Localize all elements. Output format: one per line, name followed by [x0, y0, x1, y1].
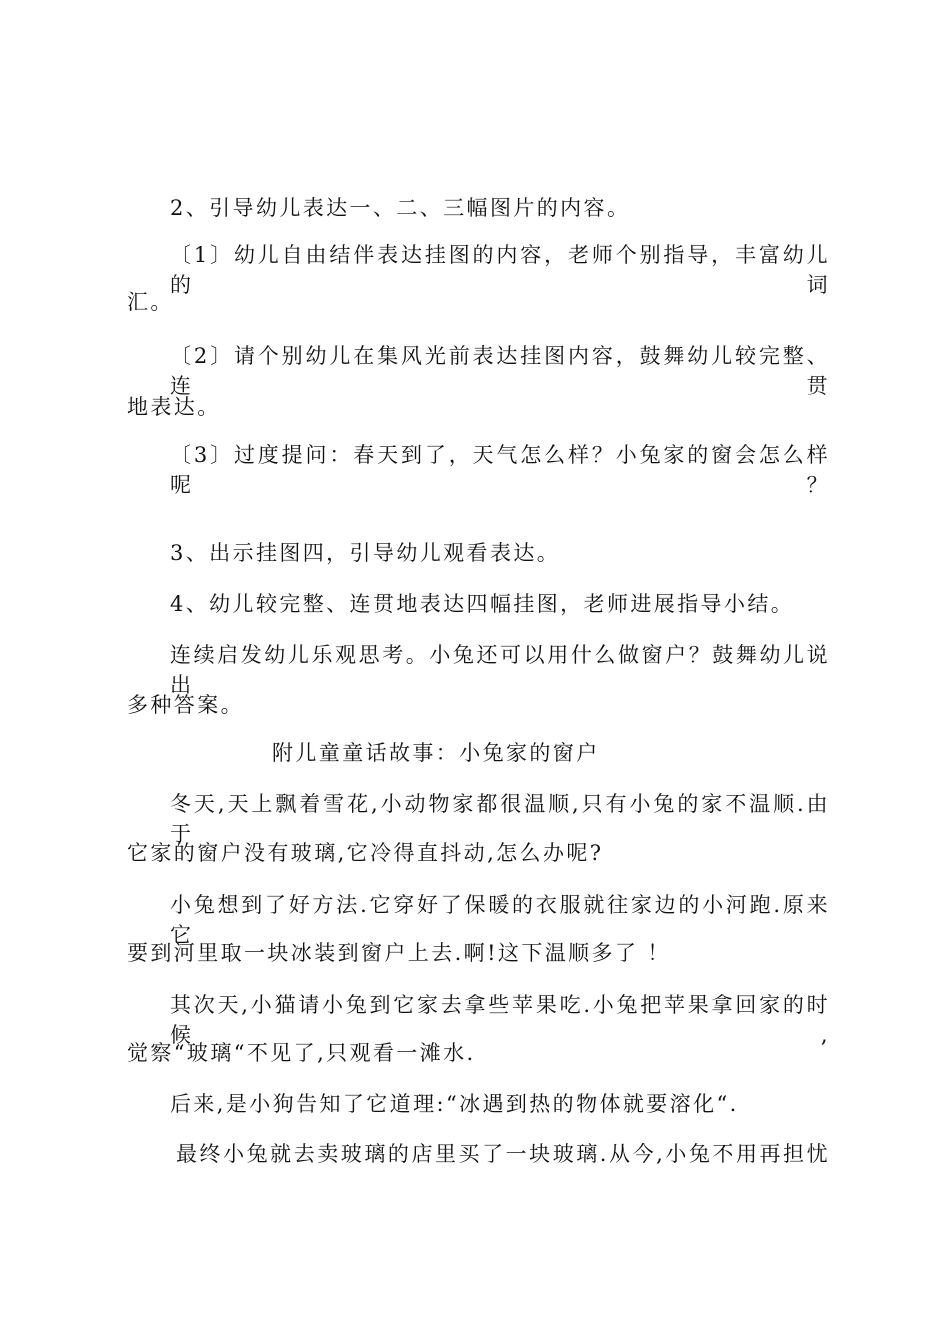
- paragraph-step-4: 4、幼儿较完整、连贯地表达四幅挂图，老师进展指导小结。: [170, 592, 795, 616]
- story-paragraph-1-line2: 它家的窗户没有玻璃,它冷得直抖动,怎么办呢?: [127, 841, 604, 865]
- story-paragraph-1-line1: 冬天,天上飘着雪花,小动物家都很温顺,只有小兔的家不温顺.由于: [170, 792, 830, 846]
- story-paragraph-3-line1: 其次天,小猫请小兔到它家去拿些苹果吃.小兔把苹果拿回家的时候,: [170, 993, 830, 1047]
- paragraph-step-3: 3、出示挂图四，引导幼儿观看表达。: [170, 541, 561, 565]
- paragraph-step-2-2-line2: 地表达。: [127, 395, 221, 419]
- paragraph-step-2-2-line1: 〔2〕请个别幼儿在集风光前表达挂图内容，鼓舞幼儿较完整、连贯: [170, 344, 830, 398]
- story-paragraph-4: 后来,是小狗告知了它道理:“冰遇到热的物体就要溶化“.: [170, 1092, 739, 1116]
- paragraph-step-2-1-line1: 〔1〕幼儿自由结伴表达挂图的内容，老师个别指导，丰富幼儿的词: [170, 243, 830, 297]
- story-paragraph-2-line1: 小兔想到了好方法.它穿好了保暖的衣服就往家边的小河跑.原来它: [170, 893, 830, 947]
- story-title: 附儿童童话故事：小兔家的窗户: [272, 741, 600, 765]
- paragraph-extension-line2: 多种答案。: [127, 693, 244, 717]
- story-paragraph-5-line1: 最终小兔就去卖玻璃的店里买了一块玻璃.从今,小兔不用再担忧: [176, 1142, 830, 1166]
- paragraph-step-2: 2、引导幼儿表达一、二、三幅图片的内容。: [170, 196, 631, 220]
- paragraph-step-2-1-line2: 汇。: [127, 290, 174, 314]
- story-paragraph-2-line2: 要到河里取一块冰装到窗户上去.啊!这下温顺多了 ！: [127, 941, 671, 965]
- paragraph-extension-line1: 连续启发幼儿乐观思考。小兔还可以用什么做窗户？鼓舞幼儿说出: [170, 643, 830, 697]
- story-paragraph-3-line2: 觉察“玻璃“不见了,只观看一滩水.: [127, 1041, 476, 1065]
- paragraph-step-2-3: 〔3〕过度提问：春天到了，天气怎么样？小兔家的窗会怎么样呢？: [170, 443, 830, 497]
